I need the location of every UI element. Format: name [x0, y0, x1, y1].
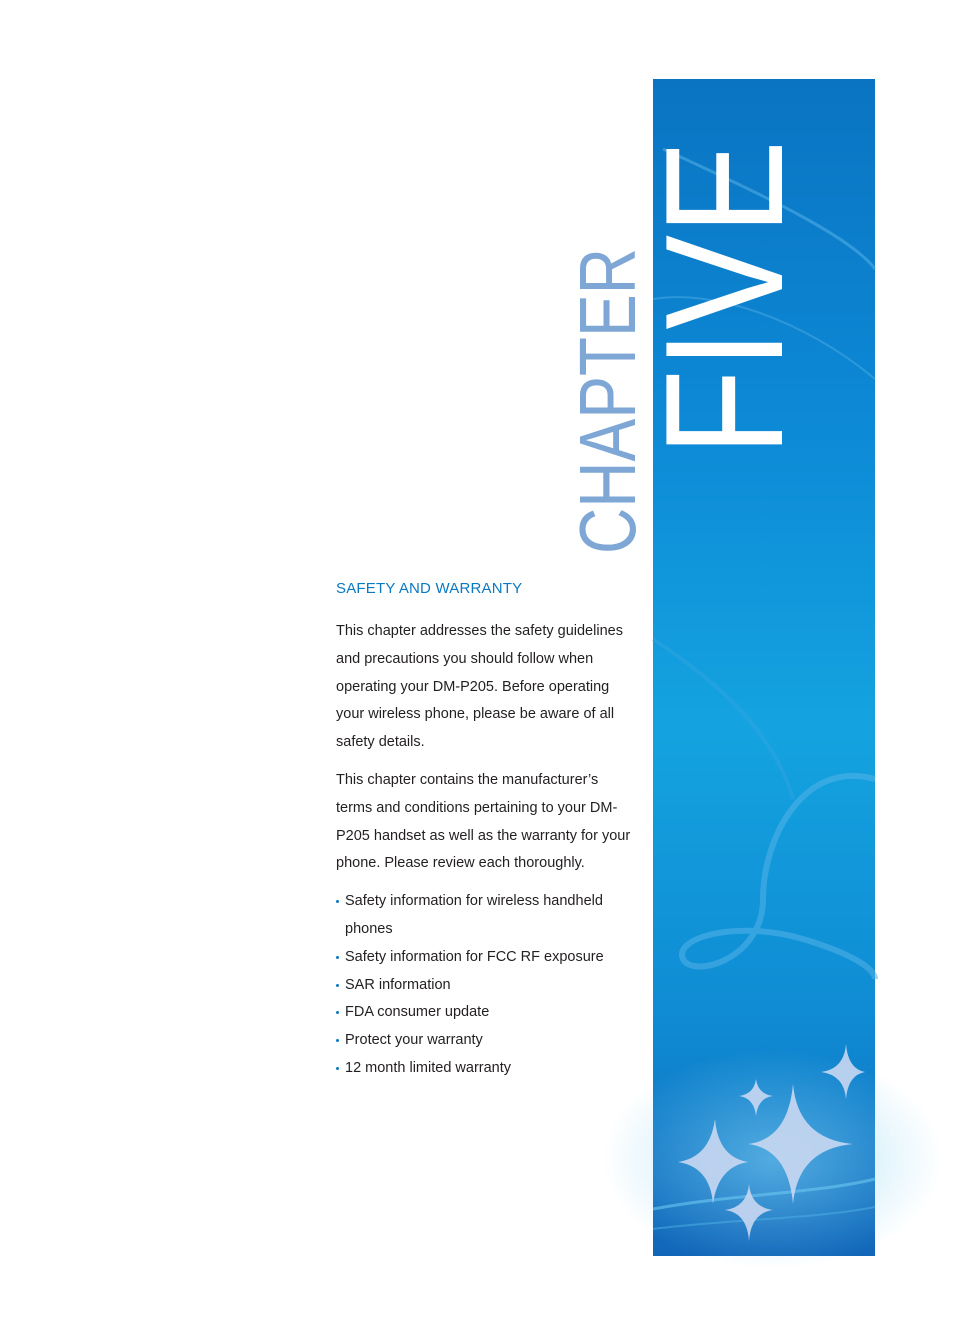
section-content	[336, 580, 636, 1083]
list-item: 12 month limited warranty	[336, 1055, 636, 1083]
bullet-icon	[336, 900, 339, 903]
bullet-icon	[336, 1039, 339, 1042]
list-item: Safety information for wireless handheld phones	[336, 888, 636, 944]
topic-list	[336, 888, 636, 1083]
list-item: SAR information	[336, 972, 636, 1000]
section-heading: SAFETY AND WARRANTY	[336, 580, 523, 597]
list-item: FDA consumer update	[336, 999, 636, 1027]
intro-paragraph-2: This chapter contains the manufacturer’s terms and conditions pertaining to your DM-P205 handset as well as the warranty for your phone. Please review each thoroughly.	[336, 771, 631, 872]
bullet-icon	[336, 984, 339, 987]
intro-paragraph-1: This chapter addresses the safety guidelines and precautions you should follow when operating your DM-P205. Before operating your wireless phone, please be aware of all safety details.	[336, 623, 623, 751]
bullet-icon	[336, 1067, 339, 1070]
chapter-number	[630, 82, 818, 458]
chapter-label-text: CHAPTER	[563, 171, 652, 554]
chapter-number-text: FIVE	[630, 82, 818, 456]
list-item: Protect your warranty	[336, 1027, 636, 1055]
bullet-icon	[336, 956, 339, 959]
bullet-icon	[336, 1011, 339, 1014]
list-item: Safety information for FCC RF exposure	[336, 944, 636, 972]
